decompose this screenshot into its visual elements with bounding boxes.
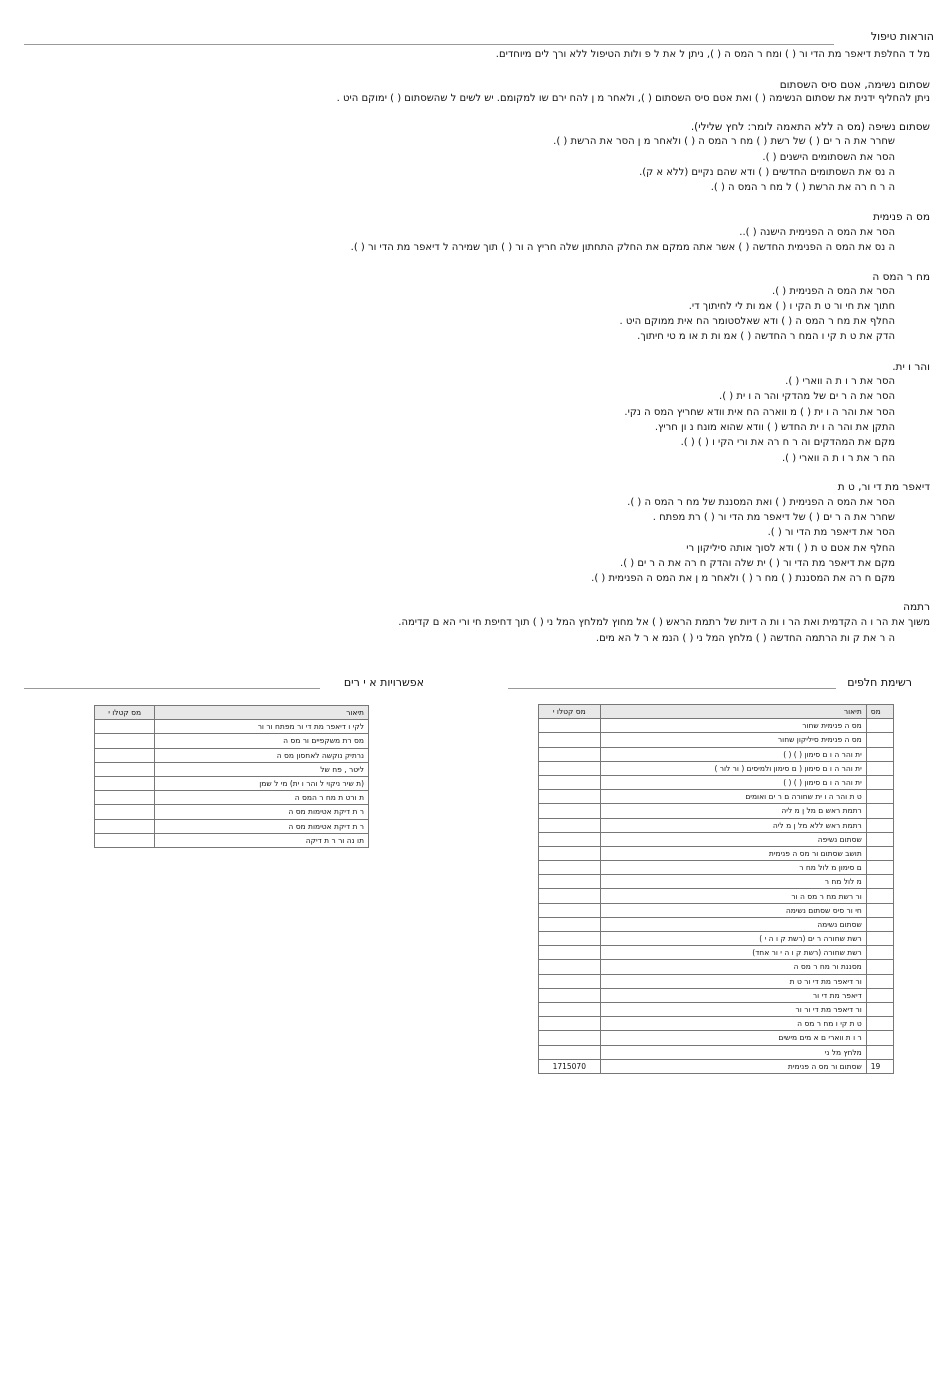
part-description-cell: מסננת ור מח ר מס ה <box>600 960 866 974</box>
section-line: ה נס את השסתומים החדשים ( ) ודא שהם נקיים (ללא א ק). <box>639 167 895 178</box>
section-line: שחרר את ה ר ים ( ) של דיאפר מת הדי ור ( ) רת מפתח . <box>652 512 895 523</box>
option-description-cell: מס רת משקפיים ור מס ה <box>155 734 369 748</box>
part-description-cell: רתמת ראש ללא מל ן מ ליה <box>600 818 866 832</box>
parts-table <box>538 704 894 1074</box>
section-title-inner-mask: מס ה פנימית <box>873 211 930 223</box>
option-description-cell: תו נה ור ר ת דיקה <box>155 833 369 847</box>
option-catalog-cell <box>95 791 155 805</box>
column-header-description: תיאור <box>155 706 369 720</box>
part-number-cell <box>866 846 893 860</box>
part-number-cell <box>866 818 893 832</box>
part-description-cell: מס ה פנימית שחור <box>600 719 866 733</box>
option-catalog-cell <box>95 734 155 748</box>
table-row <box>539 804 894 818</box>
table-row <box>539 832 894 846</box>
section-line: הסר את השסתומים הישנים ( ). <box>762 152 895 163</box>
option-description-cell: ר ת דיקת אטימות מס ה <box>155 819 369 833</box>
part-description-cell: חי ור סיס שסתום נשימה <box>600 903 866 917</box>
column-header-catalog: מס קטלו י <box>95 706 155 720</box>
part-catalog-cell <box>539 932 601 946</box>
title-row <box>24 30 934 48</box>
section-line: משוך את הר ו ה הקדמית ואת הר ו ות ה דיות של רתמת הראש ( ) אל מחוץ למלחץ המל ני ( ) תוך דחיפת חי ורי הא ם קדימה. <box>398 617 930 628</box>
table-row <box>95 791 369 805</box>
part-number-cell <box>866 790 893 804</box>
part-catalog-cell <box>539 1002 601 1016</box>
section-line: הסר את ה ר ים של מהדקי והר ה ו ית ( ). <box>719 391 895 402</box>
part-catalog-cell <box>539 889 601 903</box>
part-catalog-cell <box>539 1031 601 1045</box>
part-catalog-cell <box>539 747 601 761</box>
option-description-cell: נרתיק נוקשה לאחסון מס ה <box>155 748 369 762</box>
section-line: הסר את המס ה הפנימית הישנה ( ).. <box>739 227 895 238</box>
part-catalog-cell <box>539 875 601 889</box>
table-row <box>95 720 369 734</box>
section-title-visor: והר ו ית. <box>892 361 930 373</box>
part-catalog-cell <box>539 846 601 860</box>
part-catalog-cell <box>539 775 601 789</box>
part-catalog-cell <box>539 1045 601 1059</box>
option-catalog-cell <box>95 720 155 734</box>
column-header-catalog: מס קטלו י <box>539 705 601 719</box>
table-row <box>539 889 894 903</box>
part-description-cell: מ לול מח ר <box>600 875 866 889</box>
section-line: ה ר ח רה את הרשת ( ) ל מח ר המס ה ( ). <box>710 182 895 193</box>
part-number-cell <box>866 1045 893 1059</box>
table-row <box>539 988 894 1002</box>
part-number-cell <box>866 889 893 903</box>
table-row <box>539 917 894 931</box>
part-catalog-cell <box>539 861 601 875</box>
part-description-cell: שסתום נשיפה <box>600 832 866 846</box>
table-row <box>539 719 894 733</box>
option-catalog-cell <box>95 833 155 847</box>
section-line: התקן את והר ה ו ית החדש ( ) וודא שהוא מונח נ ון חריץ. <box>654 422 895 433</box>
page-title: הוראות טיפול <box>870 30 934 43</box>
section-line: שחרר את ה ר ים ( ) של רשת ( ) מח ר המס ה ( ) ולאחר מ ן הסר את הרשת ( ). <box>553 136 895 147</box>
options-list-header <box>24 676 424 692</box>
section-line: הדק את ט ת קי ו המח ר החדשה ( ) אמ ות ת או מ טי חיתוך. <box>637 331 895 342</box>
part-number-cell <box>866 832 893 846</box>
column-header-description: תיאור <box>600 705 866 719</box>
section-line: החלף את מח ר המס ה ( ) ודא שאלסטומר הח אית ממוקם היט . <box>619 316 895 327</box>
table-header-row <box>95 706 369 720</box>
part-description-cell: דיאפר מת די ור <box>600 988 866 1002</box>
part-number-cell <box>866 804 893 818</box>
part-description-cell: רתמת ראש ם מל ן מ ליה <box>600 804 866 818</box>
part-description-cell: ט ת והר ה ו ית שחורה ם ר ים ואומים <box>600 790 866 804</box>
section-line: הסר את והר ה ו ית ( ) מ ווארה הח אית וודא שחריץ המס ה נקי. <box>624 407 895 418</box>
section-line: חתוך את חי ור ט ת הקי ו ( ) אמ ות לי לחיתוך די. <box>688 301 895 312</box>
options-list-title: אפשרויות א י רים <box>343 676 424 689</box>
table-row <box>95 805 369 819</box>
section-line: הסר את ר ו ת ה ווארי ( ). <box>785 376 895 387</box>
part-description-cell: ור דיאפר מת די ור ט ת <box>600 974 866 988</box>
table-row <box>539 818 894 832</box>
part-description-cell: ית והר ה ו ם סימון ( ם סימון ולמיסים ( ור לור ) <box>600 761 866 775</box>
section-line: ניתן להחליף ידנית את שסתום הנשימה ( ) ואת אטם סיס השסתום ( ), ולאחר מ ן להח ירם שו למקומם. יש לשים ל שהשסתום ( ) ימוקם היט . <box>336 93 930 104</box>
section-line: הסר את המס ה הפנימית ( ) ואת המסננת של מח ר המס ה ( ). <box>627 497 895 508</box>
options-divider <box>24 688 320 689</box>
part-description-cell: רשת שחורה ר ים (רשת ק ו ה י ) <box>600 932 866 946</box>
option-catalog-cell <box>95 819 155 833</box>
section-line: ה ר את ק ות הרתמה החדשה ( ) מלחץ המל ני ( ) הנמ א ר ל הא מים. <box>595 633 895 644</box>
part-catalog-cell <box>539 804 601 818</box>
table-row <box>539 1031 894 1045</box>
section-line: מקם ח רה את המסננת ( ) מח ר ( ) ולאחר מ ן את המס ה הפנימית ( ). <box>591 573 895 584</box>
section-title-inhalation-valve: שסתום נשימה, אטם סיס השסתום <box>779 79 930 91</box>
part-number-cell <box>866 1002 893 1016</box>
section-line: החלף את אטם ט ת ( ) ודא לסוך אותה סיליקון רי <box>686 543 895 554</box>
part-description-cell: מס ה פנימית סיליקון שחור <box>600 733 866 747</box>
part-description-cell: ור רשת מח ר מס ה ור <box>600 889 866 903</box>
part-number-cell <box>866 932 893 946</box>
table-row <box>539 1017 894 1031</box>
part-catalog-cell <box>539 974 601 988</box>
parts-list-title: רשימת חלפים <box>847 676 912 689</box>
part-catalog-cell <box>539 946 601 960</box>
section-line: הסר את דיאפר מת הדי ור ( ). <box>767 527 895 538</box>
part-number-cell <box>866 974 893 988</box>
section-line: הח ר את ר ו ת ה ווארי ( ). <box>781 453 895 464</box>
intro-text: מל ד החלפת דיאפר מת הדי ור ( ) ומח ר המס ה ( ), ניתן ל את ל פ ולות הטיפול ללא ורך לים מיוחדים. <box>495 49 930 60</box>
part-catalog-cell <box>539 790 601 804</box>
table-row <box>95 776 369 790</box>
part-number-cell <box>866 1031 893 1045</box>
part-description-cell: ית והר ה ו ם סימון ( ) ( ) <box>600 775 866 789</box>
table-row <box>539 733 894 747</box>
part-number-cell <box>866 903 893 917</box>
table-row <box>539 960 894 974</box>
title-divider <box>24 44 834 45</box>
table-row <box>539 790 894 804</box>
option-description-cell: (ת שיר ניקוי ל והר ו ית) מי ל שמן <box>155 776 369 790</box>
part-catalog-cell <box>539 960 601 974</box>
table-row <box>539 903 894 917</box>
parts-divider <box>508 688 836 689</box>
table-row <box>539 946 894 960</box>
part-number-cell <box>866 946 893 960</box>
part-number-cell <box>866 875 893 889</box>
section-title-exhalation-valve: שסתום נשיפה (מס ה ללא התאמה לומר: לחץ שלילי). <box>690 121 930 133</box>
table-row <box>539 1002 894 1016</box>
option-catalog-cell <box>95 762 155 776</box>
part-catalog-cell: 1715070 <box>539 1059 601 1073</box>
table-row <box>539 846 894 860</box>
part-catalog-cell <box>539 1017 601 1031</box>
part-number-cell <box>866 861 893 875</box>
table-row <box>539 861 894 875</box>
part-description-cell: ור דיאפר מת די ור ור <box>600 1002 866 1016</box>
section-title-harness: רתמה <box>903 601 930 613</box>
option-description-cell: לקי ו דיאפר מת די ור מפתח ור ור <box>155 720 369 734</box>
part-catalog-cell <box>539 818 601 832</box>
part-description-cell: ית והר ה ו ם סימון ( ) ( ) <box>600 747 866 761</box>
part-description-cell: שסתום נשימה <box>600 917 866 931</box>
part-description-cell: מלחץ מל ני <box>600 1045 866 1059</box>
option-description-cell: ר ת דיקת אטימות מס ה <box>155 805 369 819</box>
part-description-cell: רשת שחורה (רשת ק ו ה י ור אחד) <box>600 946 866 960</box>
part-number-cell <box>866 988 893 1002</box>
part-number-cell <box>866 960 893 974</box>
table-row <box>95 762 369 776</box>
table-row <box>539 747 894 761</box>
section-line: מקם את המהדקים וה ר ח רה את ורי הקי ו ( ) ( ). <box>680 437 895 448</box>
table-row <box>95 833 369 847</box>
part-number-cell <box>866 733 893 747</box>
table-header-row <box>539 705 894 719</box>
part-number-cell <box>866 761 893 775</box>
part-description-cell: תושב שסתום ור מס ה פנימית <box>600 846 866 860</box>
table-row <box>539 1045 894 1059</box>
part-number-cell <box>866 747 893 761</box>
table-row <box>539 974 894 988</box>
part-catalog-cell <box>539 903 601 917</box>
options-table <box>94 705 369 848</box>
table-row <box>539 932 894 946</box>
option-catalog-cell <box>95 805 155 819</box>
section-line: ה נס את המס ה הפנימית החדשה ( ) אשר אתה ממקם את החלק התחתון שלה חריץ ה ור ( ) תוך שמירה ל דיאפר מת הדי ור ( ). <box>350 242 895 253</box>
part-catalog-cell <box>539 917 601 931</box>
table-row <box>539 775 894 789</box>
part-catalog-cell <box>539 988 601 1002</box>
option-catalog-cell <box>95 776 155 790</box>
part-catalog-cell <box>539 719 601 733</box>
column-header-number: מס <box>866 705 893 719</box>
table-row <box>95 819 369 833</box>
section-title-mask-body: מח ר המס ה <box>872 271 930 283</box>
part-number-cell <box>866 1017 893 1031</box>
option-description-cell: ליטר , פח של <box>155 762 369 776</box>
part-description-cell: ט ת קי ו מח ר מס ה <box>600 1017 866 1031</box>
section-line: מקם את דיאפר מת הדי ור ( ) ית שלה והדק ח רה את ה ר ים ( ). <box>620 558 895 569</box>
part-catalog-cell <box>539 761 601 775</box>
part-description-cell: ר ו ת ווארי ם א מים מישים <box>600 1031 866 1045</box>
table-row <box>95 748 369 762</box>
part-description-cell: ם סימון מ לול מח ר <box>600 861 866 875</box>
table-row <box>95 734 369 748</box>
section-line: הסר את המס ה הפנימית ( ). <box>772 286 895 297</box>
option-catalog-cell <box>95 748 155 762</box>
section-title-speech-diaphragm: דיאפר מת די ור, ט ת <box>837 481 930 493</box>
part-number-cell <box>866 719 893 733</box>
part-description-cell: שסתום ור מס ה פנימית <box>600 1059 866 1073</box>
table-row <box>539 875 894 889</box>
part-catalog-cell <box>539 733 601 747</box>
part-number-cell <box>866 775 893 789</box>
part-catalog-cell <box>539 832 601 846</box>
table-row <box>539 1059 894 1073</box>
option-description-cell: ת ורט ת מח ר המס ה <box>155 791 369 805</box>
parts-list-header <box>508 676 912 692</box>
part-number-cell <box>866 917 893 931</box>
table-row <box>539 761 894 775</box>
part-number-cell: 19 <box>866 1059 893 1073</box>
